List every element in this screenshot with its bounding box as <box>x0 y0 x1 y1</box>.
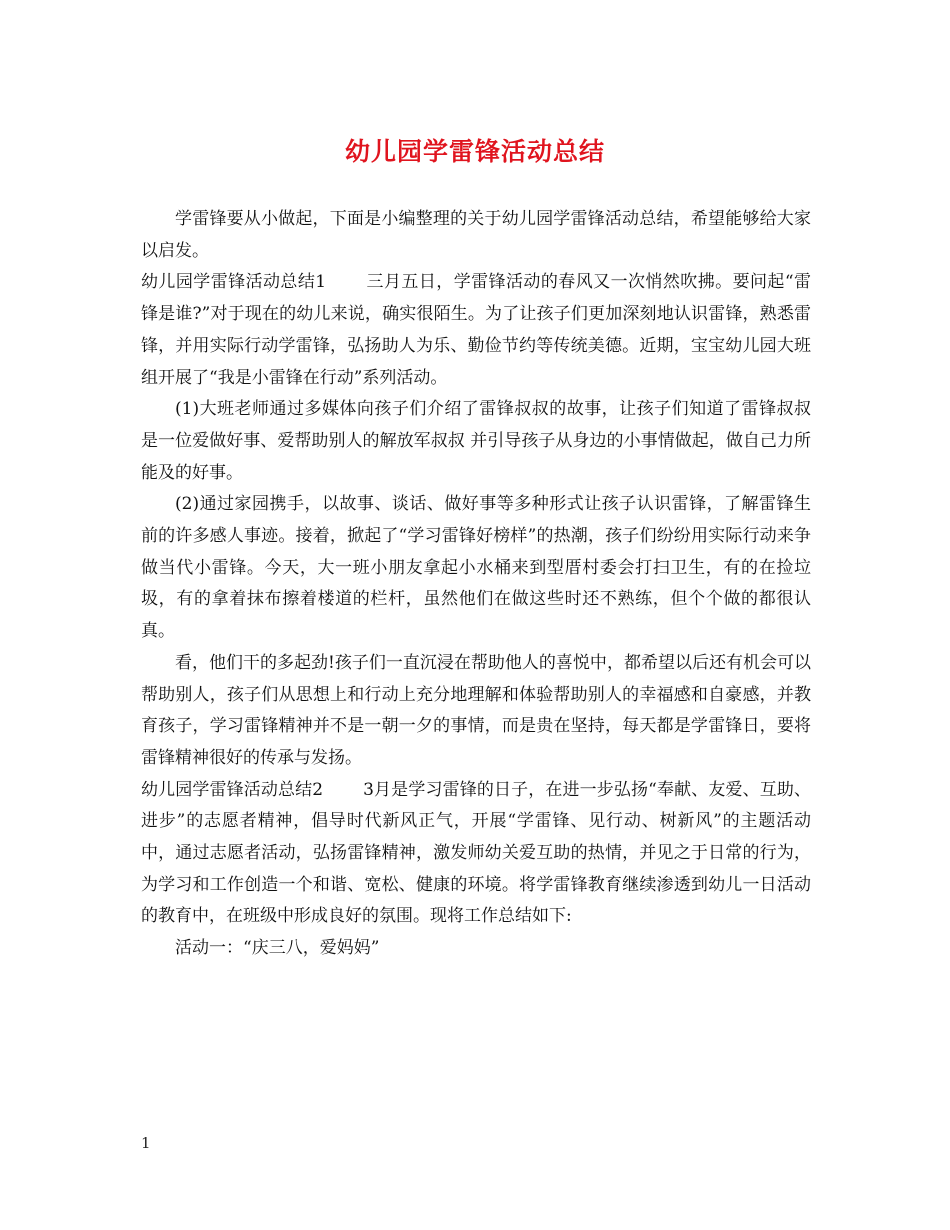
intro-text: 学雷锋要从小做起，下面是小编整理的关于幼儿园学雷锋活动总结，希望能够给大家以启发。 <box>141 209 811 261</box>
activity-1-paragraph <box>141 933 811 965</box>
point-2-text: (2)通过家园携手，以故事、谈话、做好事等多种形式让孩子认识雷锋，了解雷锋生前的许多感人事迹。接着，掀起了“学习雷锋好榜样”的热潮，孩子们纷纷用实际行动来争做当代小雷锋。今天，大一班小朋友拿起小水桶来到型厝村委会打扫卫生，有的在捡垃圾，有的拿着抹布擦着楼道的栏杆，虽然他们在做这些时还不熟练，但个个做的都很认真。 <box>141 494 811 642</box>
point-2-paragraph <box>141 489 811 648</box>
conclusion-text: 看，他们干的多起劲!孩子们一直沉浸在帮助他人的喜悦中，都希望以后还有机会可以帮助别人，孩子们从思想上和行动上充分地理解和体验帮助别人的幸福感和自豪感，并教育孩子，学习雷锋精神并不是一朝一夕的事情，而是贵在坚持，每天都是学雷锋日，要将雷锋精神很好的传承与发扬。 <box>141 652 811 768</box>
point-1-text: (1)大班老师通过多媒体向孩子们介绍了雷锋叔叔的故事，让孩子们知道了雷锋叔叔是一位爱做好事、爱帮助别人的解放军叔叔 并引导孩子从身边的小事情做起，做自己力所能及的好事。 <box>141 399 811 483</box>
intro-paragraph <box>141 204 811 267</box>
summary-2-text: 3月是学习雷锋的日子，在进一步弘扬“奉献、友爱、互助、进步”的志愿者精神，倡导时代新风正气，开展“学雷锋、见行动、树新风”的主题活动中，通过志愿者活动，弘扬雷锋精神，激发师幼关爱互助的热情，并见之于日常的行为，为学习和工作创造一个和谐、宽松、健康的环境。将学雷锋教育继续渗透到幼儿一日活动的教育中，在班级中形成良好的氛围。现将工作总结如下: <box>141 779 811 927</box>
summary-2-paragraph <box>141 775 811 934</box>
summary-1-text: 三月五日，学雷锋活动的春风又一次悄然吹拂。要问起“雷锋是谁?”对于现在的幼儿来说，确实很陌生。为了让孩子们更加深刻地认识雷锋，熟悉雷锋，并用实际行动学雷锋，弘扬助人为乐、勤俭节约等传统美德。近期，宝宝幼儿园大班组开展了“我是小雷锋在行动”系列活动。 <box>141 272 811 388</box>
section-heading-2: 幼儿园学雷锋活动总结2 <box>141 779 324 800</box>
page-number: 1 <box>141 1134 151 1152</box>
conclusion-paragraph <box>141 648 811 775</box>
point-1-paragraph <box>141 394 811 489</box>
activity-1-heading: 活动一：“庆三八，爱妈妈” <box>175 938 380 959</box>
document-title: 幼儿园学雷锋活动总结 <box>344 137 605 166</box>
summary-1-paragraph <box>141 267 811 394</box>
section-heading-1: 幼儿园学雷锋活动总结1 <box>141 272 327 293</box>
document-body <box>141 204 811 965</box>
